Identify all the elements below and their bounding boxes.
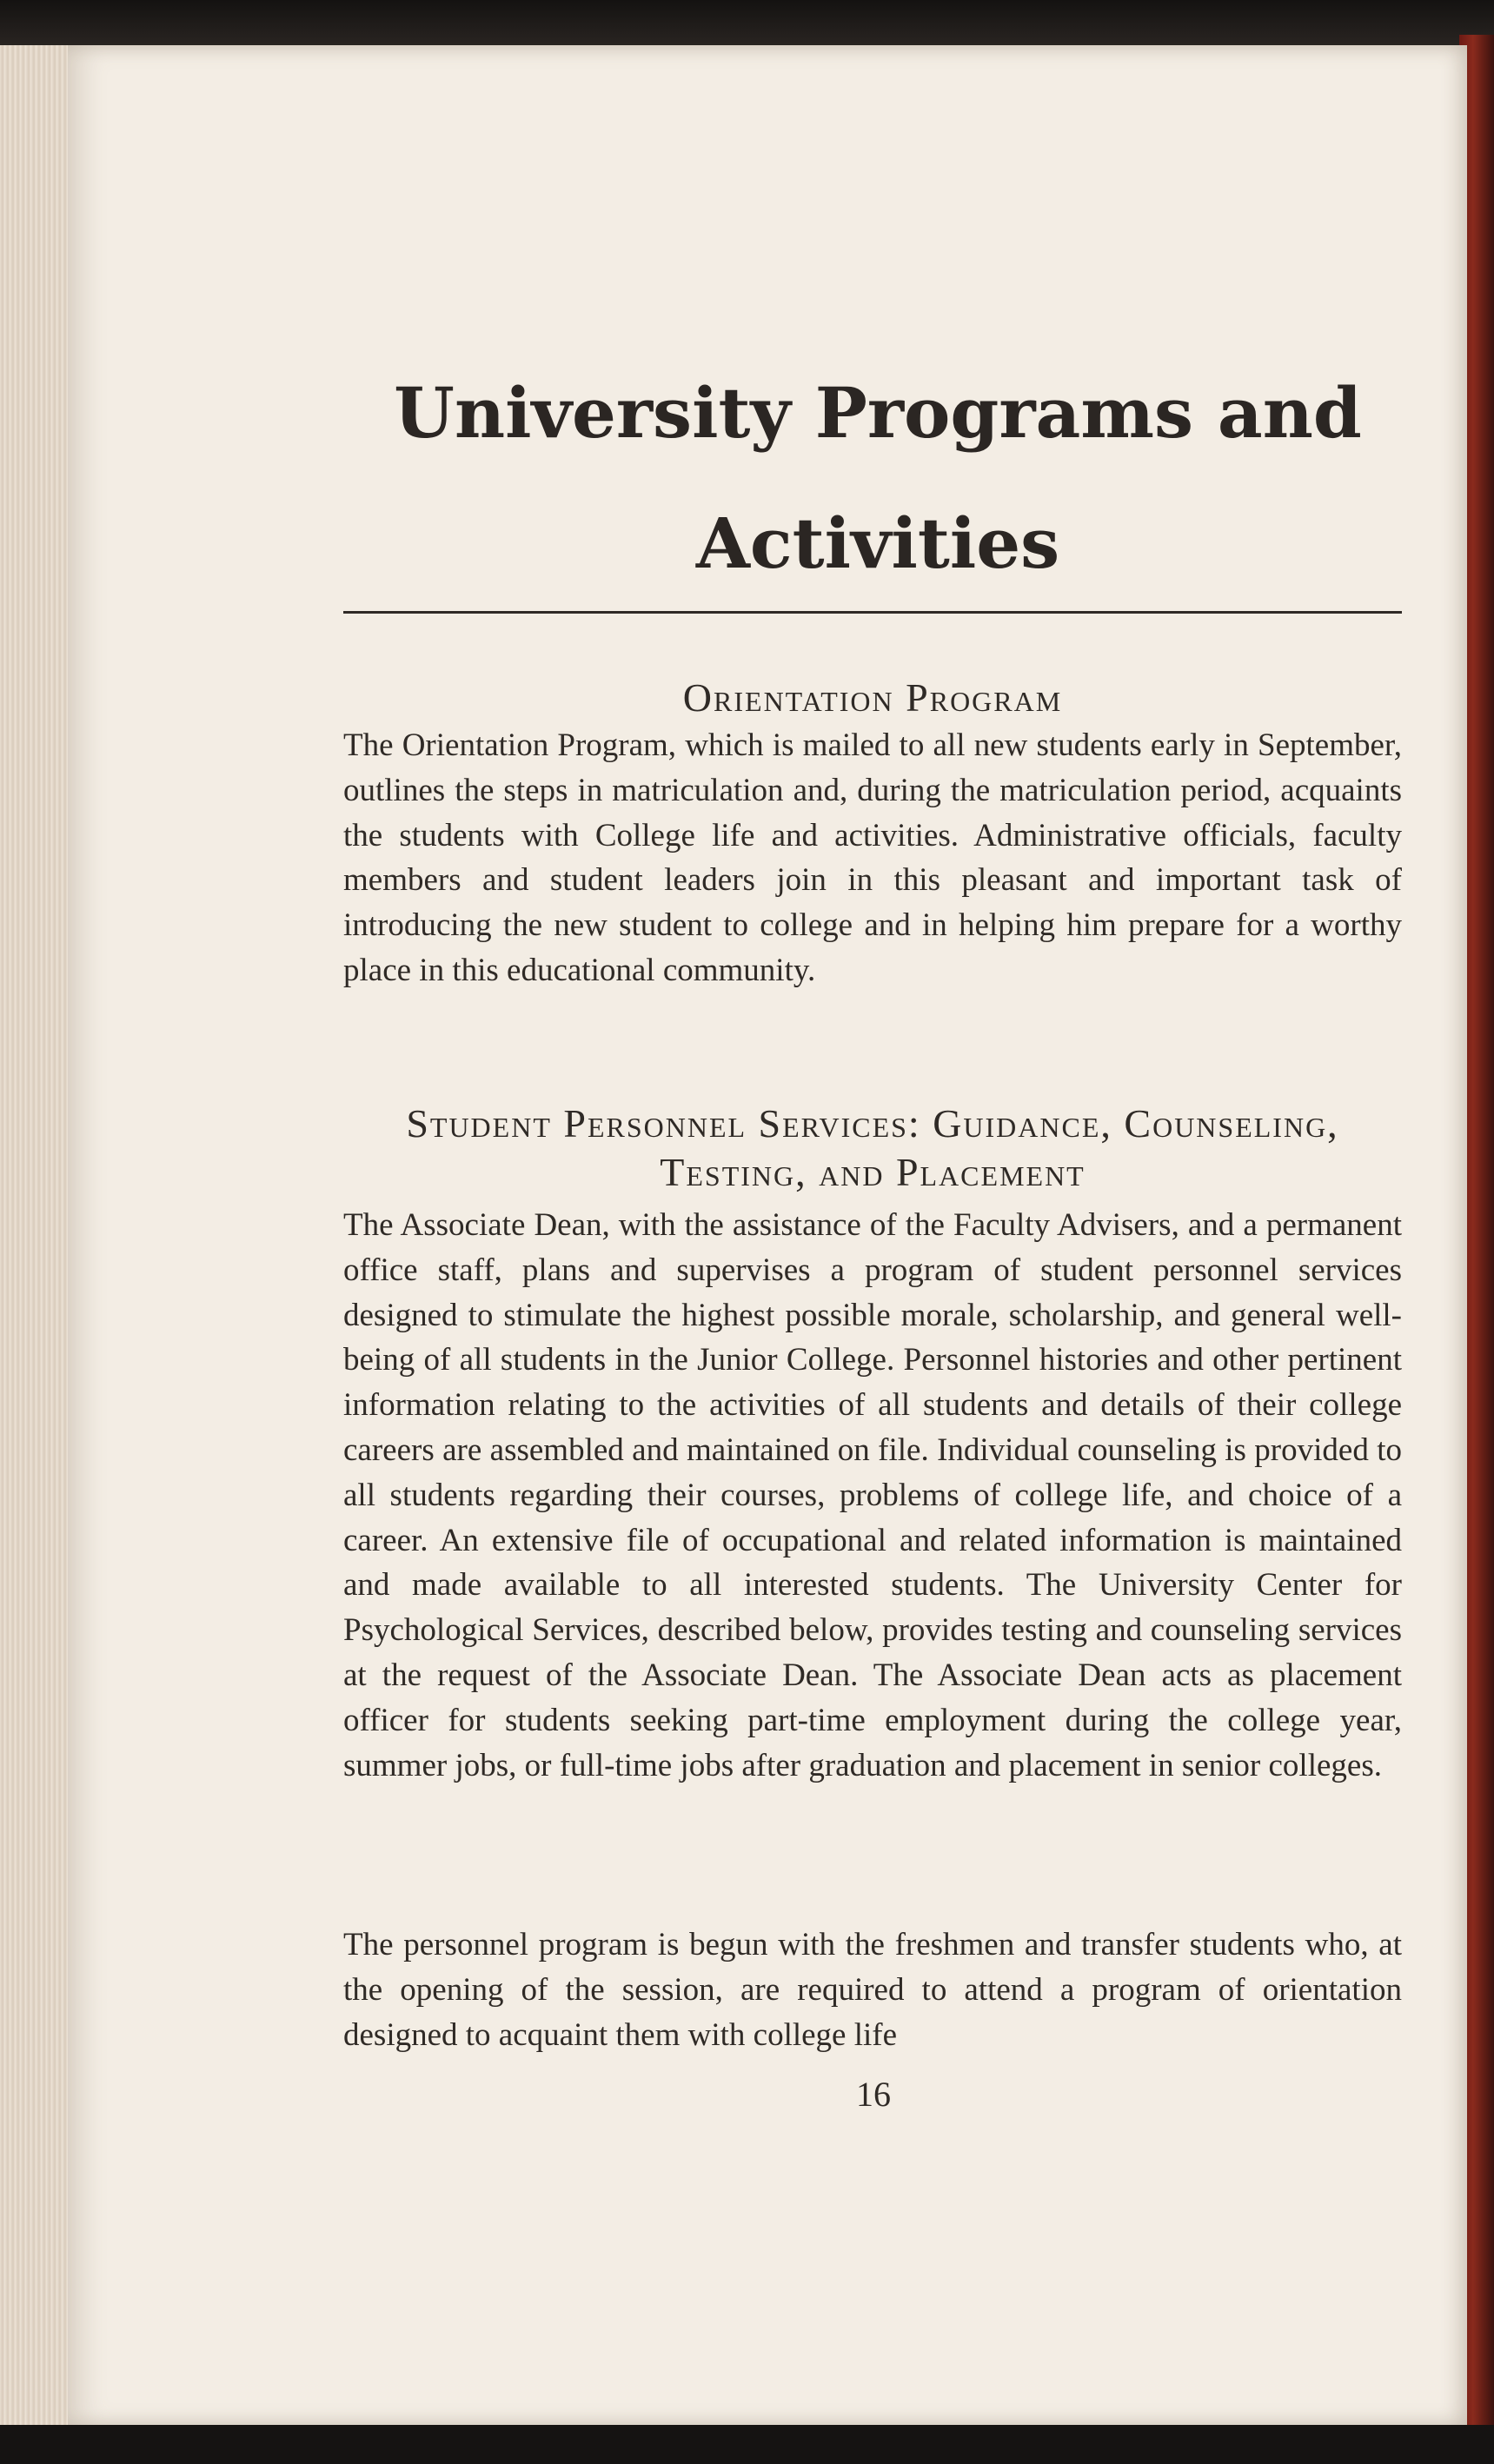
section-paragraph-personnel-services: The Associate Dean, with the assistance of the Faculty Advisers, and a permanent office staff, plans and supervises a program of student personnel services designed to stimulate the highest possible morale, scholarship, and general well-being of all students in the Junior College. Personnel histories and other pertinent information relating to the activities of all students and details of their college careers are assembled and maintained on file. Individual counseling is provided to all students regarding their courses, problems of college life, and choice of a career. An extensive file of occupational and related information is maintained and made available to all interested students. The University Center for Psychological Services, described below, provides testing and counseling services at the request of the Associate Dean. The Associate Dean acts as placement officer for students seeking part-time employment during the college year, summer jobs, or full-time jobs after graduation and placement in senior colleges. (343, 1207, 1402, 1783)
page-stack-edge (0, 45, 78, 2427)
page-number: 16 (856, 2075, 891, 2114)
section-paragraph-orientation: The Orientation Program, which is mailed to all new students early in September, outlines the steps in matriculation and, during the matriculation period, acquaints the students with College life and activities. Administrative officials, faculty members and student leaders join in this pleasant and important task of introducing the new student to college and in helping him prepare for a worthy place in this educational community. (343, 727, 1402, 988)
section-heading-personnel-services: Student Personnel Services: Guidance, Counseling, Testing, and Placement (406, 1101, 1339, 1194)
book-top-edge (0, 0, 1494, 50)
page-title: University Programs and Activities (394, 372, 1362, 584)
section-paragraph-personnel-program: The personnel program is begun with the freshmen and transfer students who, at the opening of the session, are required to attend a program of orientation designed to acquaint them with college life (343, 1927, 1402, 2053)
book-bottom-edge (0, 2425, 1494, 2464)
title-divider (343, 611, 1402, 614)
section-heading-orientation: Orientation Program (682, 675, 1063, 720)
